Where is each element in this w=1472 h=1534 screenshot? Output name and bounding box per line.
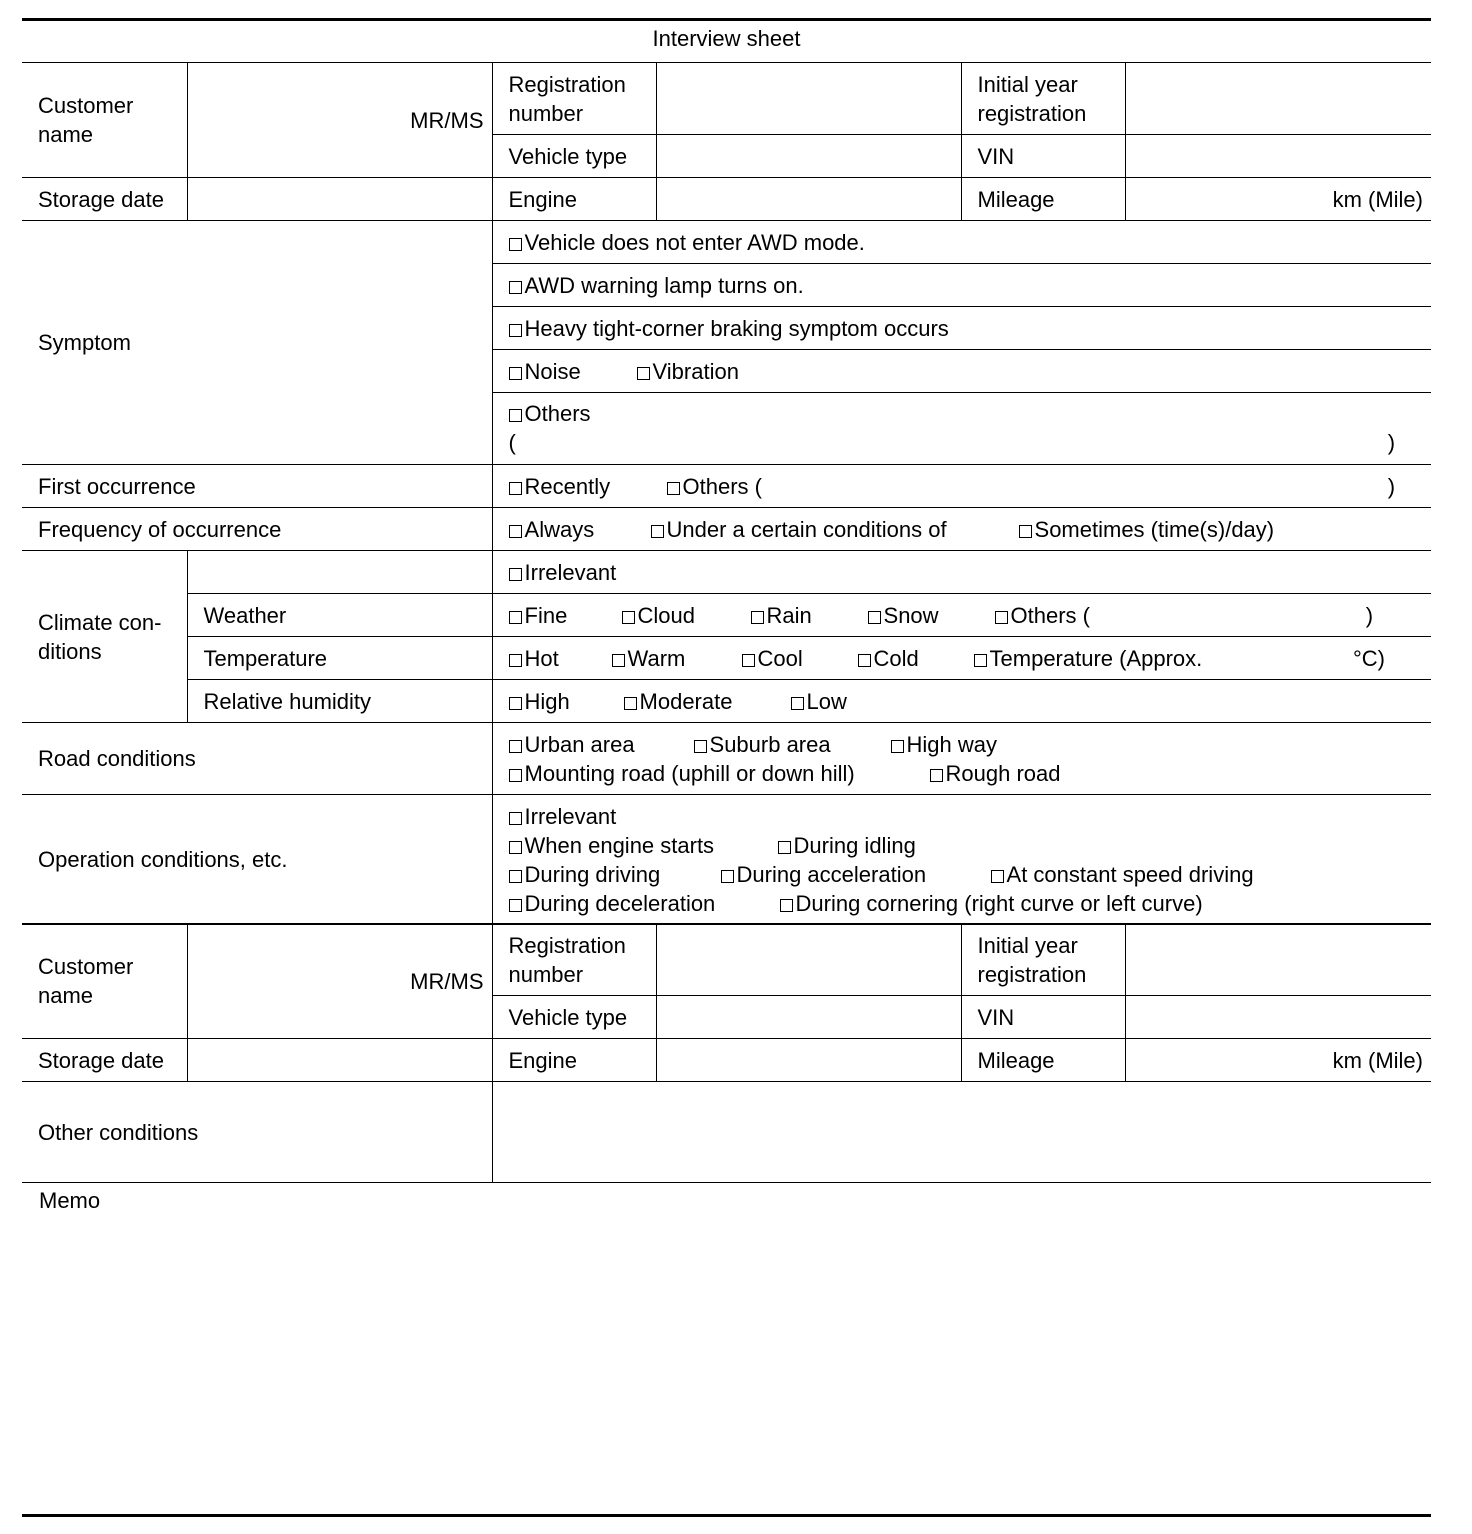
operation-idling[interactable]: During idling — [778, 831, 916, 860]
checkbox-icon[interactable] — [509, 740, 522, 753]
symptom-label: Symptom — [22, 221, 492, 465]
checkbox-icon[interactable] — [509, 324, 522, 337]
checkbox-icon[interactable] — [509, 525, 522, 538]
road-conditions-label: Road conditions — [22, 723, 492, 795]
humidity-label: Relative humidity — [187, 680, 492, 723]
vin-field[interactable] — [1125, 135, 1431, 178]
temperature-label: Temperature — [187, 637, 492, 680]
humidity-low[interactable]: Low — [791, 687, 847, 716]
weather-rain[interactable]: Rain — [751, 601, 868, 630]
registration-number-label: Registration number — [492, 63, 656, 135]
storage-date-field-2[interactable] — [187, 1039, 492, 1082]
engine-label: Engine — [492, 178, 656, 221]
checkbox-icon[interactable] — [780, 899, 793, 912]
checkbox-icon[interactable] — [509, 482, 522, 495]
checkbox-icon[interactable] — [991, 870, 1004, 883]
humidity-options — [492, 680, 1431, 723]
vin-label-2: VIN — [961, 996, 1125, 1039]
operation-cornering[interactable]: During cornering (right curve or left curve) — [780, 889, 1203, 918]
temperature-approx[interactable]: Temperature (Approx. — [974, 644, 1203, 673]
operation-conditions-options — [492, 795, 1431, 925]
mileage-label: Mileage — [961, 178, 1125, 221]
operation-engine-starts[interactable]: When engine starts — [509, 831, 778, 860]
mrms-label-2: MR/MS — [410, 968, 484, 994]
memo-label: Memo — [39, 1188, 101, 1213]
other-conditions-field[interactable] — [492, 1082, 1431, 1183]
symptom-noise[interactable]: Noise — [509, 357, 637, 386]
operation-deceleration[interactable]: During deceleration — [509, 889, 780, 918]
road-highway[interactable]: High way — [891, 730, 997, 759]
checkbox-icon[interactable] — [974, 654, 987, 667]
temperature-hot[interactable]: Hot — [509, 644, 612, 673]
mileage-label-2: Mileage — [961, 1039, 1125, 1082]
operation-irrelevant[interactable]: Irrelevant — [509, 802, 617, 831]
vehicle-type-label: Vehicle type — [492, 135, 656, 178]
road-rough[interactable]: Rough road — [930, 759, 1061, 788]
road-mountain[interactable]: Mounting road (uphill or down hill) — [509, 759, 930, 788]
checkbox-icon[interactable] — [930, 769, 943, 782]
first-occurrence-others[interactable]: Others ( — [667, 472, 762, 501]
checkbox-icon[interactable] — [667, 482, 680, 495]
humidity-moderate[interactable]: Moderate — [624, 687, 791, 716]
checkbox-icon[interactable] — [995, 611, 1008, 624]
engine-label-2: Engine — [492, 1039, 656, 1082]
registration-number-field-2[interactable] — [656, 924, 961, 996]
mileage-unit: km (Mile) — [1332, 186, 1423, 212]
registration-number-label-2: Registration number — [492, 924, 656, 996]
operation-conditions-label: Operation conditions, etc. — [22, 795, 492, 925]
storage-date-label-2: Storage date — [22, 1039, 187, 1082]
vin-label: VIN — [961, 135, 1125, 178]
symptom-option-1[interactable]: Vehicle does not enter AWD mode. — [492, 221, 1431, 264]
checkbox-icon[interactable] — [858, 654, 871, 667]
frequency-always[interactable]: Always — [509, 515, 651, 544]
mileage-unit-2: km (Mile) — [1332, 1047, 1423, 1073]
storage-date-label: Storage date — [22, 178, 187, 221]
checkbox-icon[interactable] — [791, 697, 804, 710]
checkbox-icon[interactable] — [1019, 525, 1032, 538]
checkbox-icon[interactable] — [651, 525, 664, 538]
checkbox-icon[interactable] — [509, 568, 522, 581]
checkbox-icon[interactable] — [622, 611, 635, 624]
symptom-noise-vibration — [492, 350, 1431, 393]
checkbox-icon[interactable] — [509, 281, 522, 294]
vehicle-info-table-1 — [22, 62, 1431, 221]
operation-driving[interactable]: During driving — [509, 860, 721, 889]
checkbox-icon[interactable] — [891, 740, 904, 753]
road-suburb[interactable]: Suburb area — [694, 730, 891, 759]
initial-year-registration-label-2: Initial year registration — [961, 924, 1125, 996]
frequency-label: Frequency of occurrence — [22, 508, 492, 551]
initial-year-registration-label: Initial year registration — [961, 63, 1125, 135]
weather-label: Weather — [187, 594, 492, 637]
storage-date-field[interactable] — [187, 178, 492, 221]
checkbox-icon[interactable] — [742, 654, 755, 667]
mileage-field-2[interactable] — [1125, 1039, 1431, 1082]
temperature-cold[interactable]: Cold — [858, 644, 974, 673]
checkbox-icon[interactable] — [751, 611, 764, 624]
frequency-options — [492, 508, 1431, 551]
frequency-sometimes[interactable]: Sometimes (time(s)/day) — [1019, 515, 1275, 544]
checkbox-icon[interactable] — [509, 769, 522, 782]
checkbox-icon[interactable] — [509, 409, 522, 422]
engine-field[interactable] — [656, 178, 961, 221]
checkbox-icon[interactable] — [509, 870, 522, 883]
climate-irrelevant[interactable]: Irrelevant — [492, 551, 1431, 594]
checkbox-icon[interactable] — [868, 611, 881, 624]
climate-conditions-label: Climate con-ditions — [22, 551, 187, 723]
mrms-label: MR/MS — [410, 107, 484, 133]
checkbox-icon[interactable] — [509, 899, 522, 912]
vehicle-type-label-2: Vehicle type — [492, 996, 656, 1039]
initial-year-registration-field[interactable] — [1125, 63, 1431, 135]
checkbox-icon[interactable] — [778, 841, 791, 854]
symptom-option-2[interactable]: AWD warning lamp turns on. — [492, 264, 1431, 307]
checkbox-icon[interactable] — [509, 238, 522, 251]
climate-blank-cell — [187, 551, 492, 594]
first-occurrence-options: Recently Others ( ) — [492, 465, 1431, 508]
temperature-warm[interactable]: Warm — [612, 644, 742, 673]
vin-field-2[interactable] — [1125, 996, 1431, 1039]
symptom-vibration[interactable]: Vibration — [637, 357, 739, 386]
checkbox-icon[interactable] — [612, 654, 625, 667]
checkbox-icon[interactable] — [509, 841, 522, 854]
checkbox-icon[interactable] — [509, 812, 522, 825]
customer-name-label: Customer name — [22, 63, 187, 178]
first-occurrence-label: First occurrence — [22, 465, 492, 508]
mileage-field[interactable] — [1125, 178, 1431, 221]
temperature-options — [492, 637, 1431, 680]
checkbox-icon[interactable] — [624, 697, 637, 710]
checkbox-icon[interactable] — [509, 654, 522, 667]
vehicle-type-field-2[interactable] — [656, 996, 961, 1039]
initial-year-registration-field-2[interactable] — [1125, 924, 1431, 996]
road-urban[interactable]: Urban area — [509, 730, 694, 759]
other-conditions-label: Other conditions — [22, 1082, 492, 1183]
checkbox-icon[interactable] — [721, 870, 734, 883]
vehicle-type-field[interactable] — [656, 135, 961, 178]
checkbox-icon[interactable] — [694, 740, 707, 753]
operation-acceleration[interactable]: During acceleration — [721, 860, 991, 889]
engine-field-2[interactable] — [656, 1039, 961, 1082]
top-rule — [22, 18, 1431, 21]
weather-snow[interactable]: Snow — [868, 601, 995, 630]
checkbox-icon[interactable] — [637, 367, 650, 380]
customer-name-field-2[interactable] — [187, 924, 492, 1039]
road-conditions-options — [492, 723, 1431, 795]
operation-constant-speed[interactable]: At constant speed driving — [991, 860, 1254, 889]
checkbox-icon[interactable] — [509, 697, 522, 710]
conditions-table — [22, 220, 1431, 925]
humidity-high[interactable]: High — [509, 687, 624, 716]
symptom-option-3[interactable]: Heavy tight-corner braking symptom occurs — [492, 307, 1431, 350]
weather-options: Fine Cloud Rain Snow Others ( ) — [492, 594, 1431, 637]
registration-number-field[interactable] — [656, 63, 961, 135]
weather-fine[interactable]: Fine — [509, 601, 622, 630]
symptom-others[interactable]: Others ( ) — [492, 393, 1431, 465]
checkbox-icon[interactable] — [509, 367, 522, 380]
customer-name-label-2: Customer name — [22, 924, 187, 1039]
frequency-under-conditions[interactable]: Under a certain conditions of — [651, 515, 1019, 544]
temperature-cool[interactable]: Cool — [742, 644, 858, 673]
vehicle-info-table-2 — [22, 923, 1431, 1183]
customer-name-field[interactable] — [187, 63, 492, 178]
sheet-title: Interview sheet — [652, 26, 801, 51]
checkbox-icon[interactable] — [509, 611, 522, 624]
temperature-unit: °C) — [1353, 645, 1386, 671]
bottom-rule — [22, 1514, 1431, 1517]
first-occurrence-recently[interactable]: Recently — [509, 472, 667, 501]
weather-cloud[interactable]: Cloud — [622, 601, 751, 630]
weather-others[interactable]: Others ( — [995, 601, 1090, 630]
